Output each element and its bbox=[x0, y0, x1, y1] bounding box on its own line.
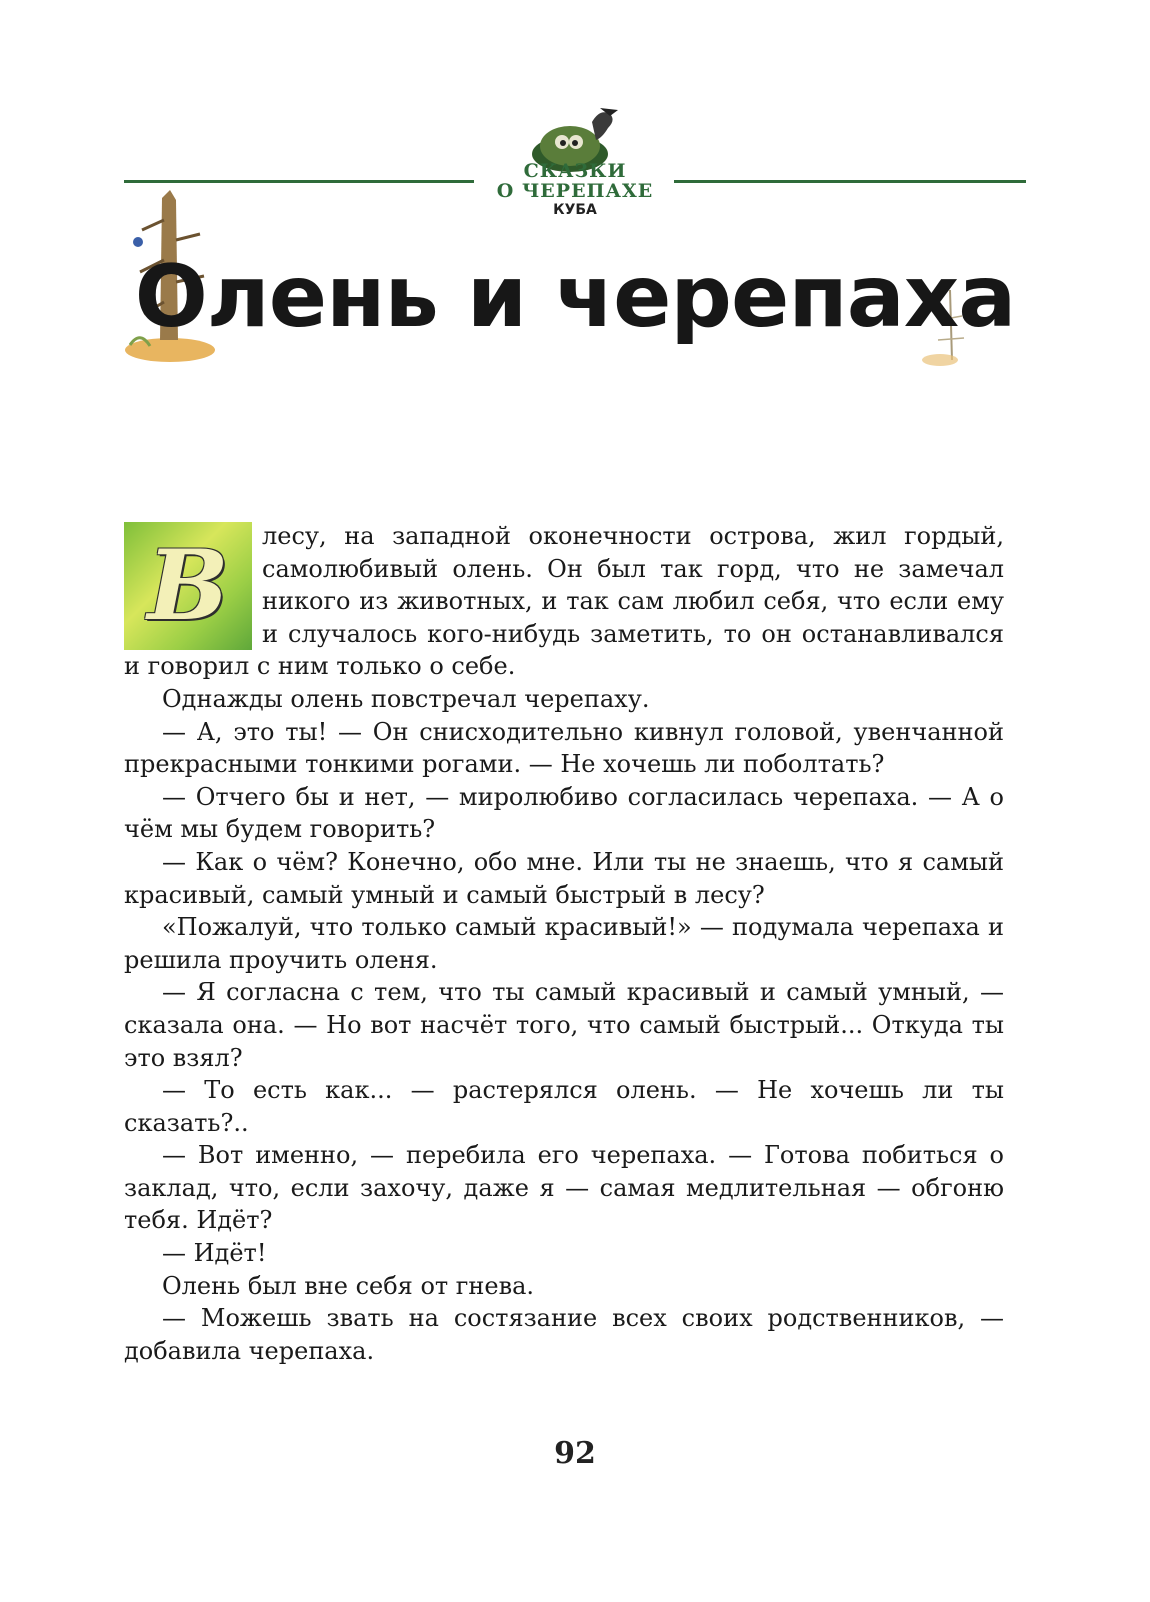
series-line-3: КУБА bbox=[553, 202, 597, 218]
paragraph: Однажды олень повстречал черепаху. bbox=[162, 684, 650, 713]
dropcap bbox=[124, 522, 252, 650]
story-text bbox=[124, 520, 1004, 1367]
header-rule-left bbox=[124, 180, 474, 183]
paragraph: Олень был вне себя от гнева. bbox=[162, 1271, 535, 1300]
page-number: 92 bbox=[554, 1436, 596, 1471]
paragraph: — Я согласна с тем, что ты самый красивый и самый умный, — сказала она. — Но вот насчёт того, что самый быстрый... Откуда ты это взял? bbox=[124, 978, 1004, 1072]
series-logo bbox=[470, 162, 680, 217]
paragraph: — Идёт! bbox=[162, 1239, 267, 1268]
series-line-1: СКАЗКИ bbox=[523, 160, 627, 182]
paragraph: — Отчего бы и нет, — миролюбиво согласилась черепаха. — А о чём мы будем говорить? bbox=[124, 782, 1004, 844]
story-title: Олень и черепаха bbox=[134, 247, 1016, 347]
paragraph: — Как о чём? Конечно, обо мне. Или ты не знаешь, что я самый красивый, самый умный и самый быстрый в лесу? bbox=[124, 847, 1004, 909]
paragraph: — Можешь звать на состязание всех своих родственников, — добавила черепаха. bbox=[124, 1304, 1004, 1365]
paragraph: «Пожалуй, что только самый красивый!» — подумала черепаха и решила проучить оленя. bbox=[124, 913, 1004, 974]
header-rule-right bbox=[674, 180, 1026, 183]
paragraph: — Вот именно, — перебила его черепаха. — Готова побиться о заклад, что, если захочу, даже я — самая медлительная — обгоню тебя. Идёт? bbox=[124, 1141, 1004, 1235]
paragraph: лесу, на западной оконечности острова, жил гордый, самолюбивый олень. Он был так горд, что не замечал никого из животных, и так сам любил себя, что если ему и случалось кого-нибудь заметить, то он останавливался и говорил с ним только о себе. bbox=[124, 522, 1004, 681]
paragraph: — То есть как... — растерялся олень. — Не хочешь ли ты сказать?.. bbox=[124, 1076, 1004, 1137]
series-line-2: О ЧЕРЕПАХЕ bbox=[496, 180, 654, 202]
paragraph: — А, это ты! — Он снисходительно кивнул головой, увенчанной прекрасными тонкими рогами. — Не хочешь ли поболтать? bbox=[124, 717, 1004, 779]
dropcap-letter: В bbox=[147, 529, 229, 642]
